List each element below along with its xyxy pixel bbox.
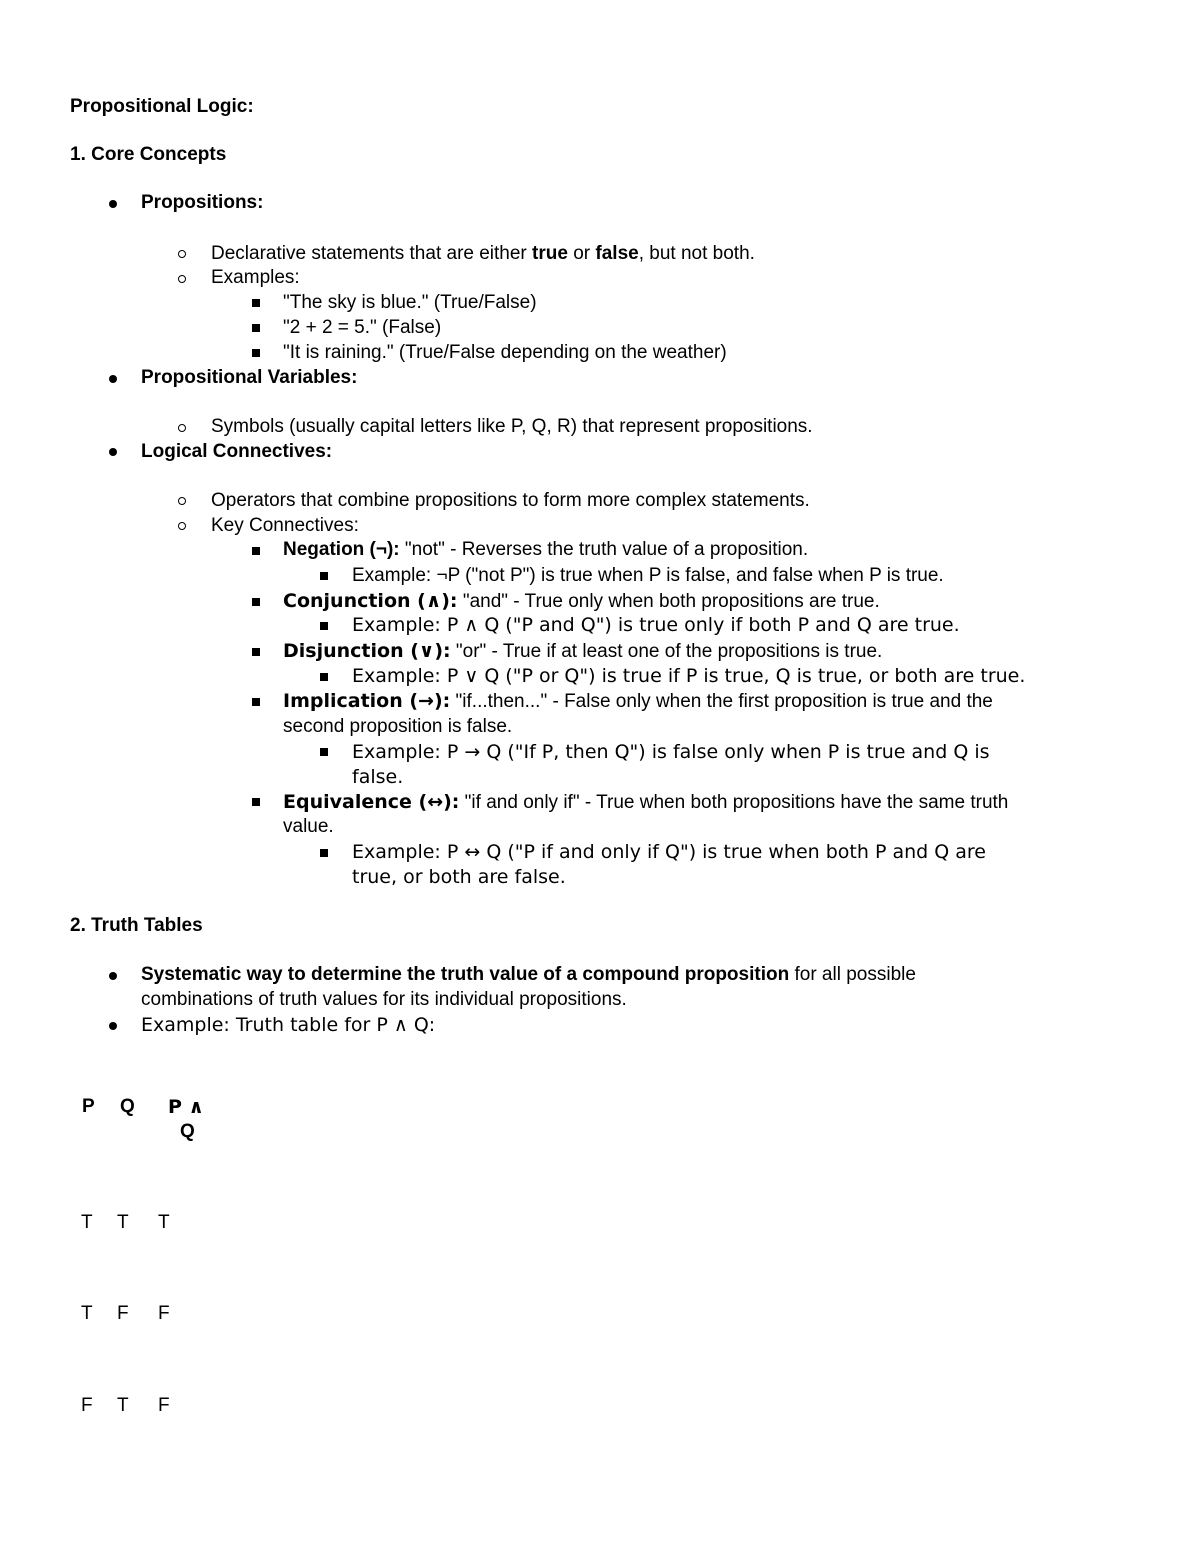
bullet-square-icon (320, 622, 328, 630)
bullet-circle-icon (178, 275, 186, 283)
bullet-square-icon (320, 849, 328, 857)
implication-desc-line2: second proposition is false. (283, 716, 513, 737)
propositions-definition (211, 243, 755, 265)
equivalence-desc: "if and only if" - True when both propositions have the same truth (459, 792, 1009, 813)
table-cell: T (117, 1395, 129, 1416)
negation-name: Negation (¬): (283, 539, 400, 560)
disjunction-entry (283, 640, 882, 663)
bullet-disc-icon (109, 972, 117, 980)
table-cell: F (158, 1395, 170, 1416)
def-false-bold: false (595, 243, 639, 264)
bullet-disc-icon (109, 448, 117, 456)
def-true-bold: true (532, 243, 568, 264)
connectives-label: Logical Connectives: (141, 441, 333, 462)
bullet-circle-icon (178, 250, 186, 258)
bullet-square-icon (320, 748, 328, 756)
bullet-square-icon (252, 547, 260, 555)
equivalence-entry (283, 791, 1008, 814)
connectives-definition: Operators that combine propositions to form more complex statements. (211, 490, 810, 511)
key-connectives-label: Key Connectives: (211, 515, 359, 536)
conjunction-example: Example: P ∧ Q ("P and Q") is true only if both P and Q are true. (352, 614, 960, 636)
conjunction-entry (283, 590, 880, 613)
truth-table-example-label: Example: Truth table for P ∧ Q: (141, 1014, 436, 1036)
bullet-circle-icon (178, 424, 186, 432)
disjunction-desc: "or" - True if at least one of the propositions is true. (450, 641, 883, 662)
table-header-q: Q (120, 1096, 135, 1117)
implication-entry (283, 690, 993, 713)
bullet-circle-icon (178, 522, 186, 530)
bullet-square-icon (252, 648, 260, 656)
equivalence-example-line2: true, or both are false. (352, 866, 566, 888)
document-title: Propositional Logic: (70, 96, 254, 117)
definition-bold: Systematic way to determine the truth value of a compound proposition (141, 964, 790, 985)
conjunction-name: Conjunction (∧): (283, 590, 458, 612)
example-item: "It is raining." (True/False depending on the weather) (283, 342, 727, 363)
bullet-square-icon (252, 299, 260, 307)
def-text: Declarative statements that are either (211, 243, 533, 264)
table-cell: T (81, 1212, 93, 1233)
equivalence-name: Equivalence (↔): (283, 791, 460, 813)
table-cell: F (117, 1303, 129, 1324)
variables-label: Propositional Variables: (141, 367, 358, 388)
implication-desc: "if...then..." - False only when the first proposition is true and the (450, 691, 993, 712)
implication-example-line2: false. (352, 766, 404, 788)
bullet-square-icon (252, 698, 260, 706)
bullet-square-icon (320, 572, 328, 580)
equivalence-example: Example: P ↔ Q ("P if and only if Q") is true when both P and Q are (352, 841, 986, 863)
truth-tables-definition (141, 964, 916, 986)
table-cell: T (81, 1303, 93, 1324)
negation-example: Example: ¬P ("not P") is true when P is false, and false when P is true. (352, 565, 944, 586)
bullet-square-icon (252, 598, 260, 606)
conjunction-desc: "and" - True only when both propositions are true. (457, 591, 880, 612)
bullet-square-icon (252, 349, 260, 357)
section-heading-core-concepts: 1. Core Concepts (70, 144, 227, 165)
example-item: "2 + 2 = 5." (False) (283, 317, 442, 338)
def-text: , but not both. (638, 243, 755, 264)
table-cell: F (158, 1303, 170, 1324)
disjunction-name: Disjunction (∨): (283, 640, 451, 662)
negation-desc: "not" - Reverses the truth value of a proposition. (399, 539, 809, 560)
bullet-disc-icon (109, 200, 117, 208)
section-heading-truth-tables: 2. Truth Tables (70, 915, 203, 936)
disjunction-example: Example: P ∨ Q ("P or Q") is true if P is true, Q is true, or both are true. (352, 665, 1026, 687)
table-header-q-wrap: Q (180, 1121, 195, 1142)
implication-name: Implication (→): (283, 690, 451, 712)
examples-label: Examples: (211, 267, 300, 288)
truth-tables-definition-line2: combinations of truth values for its individual propositions. (141, 989, 627, 1010)
variables-definition: Symbols (usually capital letters like P, Q, R) that represent propositions. (211, 416, 813, 437)
bullet-square-icon (252, 798, 260, 806)
example-item: "The sky is blue." (True/False) (283, 292, 537, 313)
negation-entry (283, 539, 808, 561)
bullet-square-icon (320, 673, 328, 681)
bullet-circle-icon (178, 497, 186, 505)
table-cell: T (117, 1212, 129, 1233)
equivalence-desc-line2: value. (283, 816, 334, 837)
definition-rest: for all possible (789, 964, 916, 985)
table-cell: T (158, 1212, 170, 1233)
def-text: or (567, 243, 596, 264)
propositions-label: Propositions: (141, 192, 264, 213)
table-header-p: P (82, 1096, 95, 1117)
table-cell: F (81, 1395, 93, 1416)
bullet-square-icon (252, 324, 260, 332)
bullet-disc-icon (109, 1022, 117, 1030)
bullet-disc-icon (109, 375, 117, 383)
implication-example: Example: P → Q ("If P, then Q") is false only when P is true and Q is (352, 741, 990, 763)
table-header-p-and: P ∧ (168, 1096, 204, 1118)
